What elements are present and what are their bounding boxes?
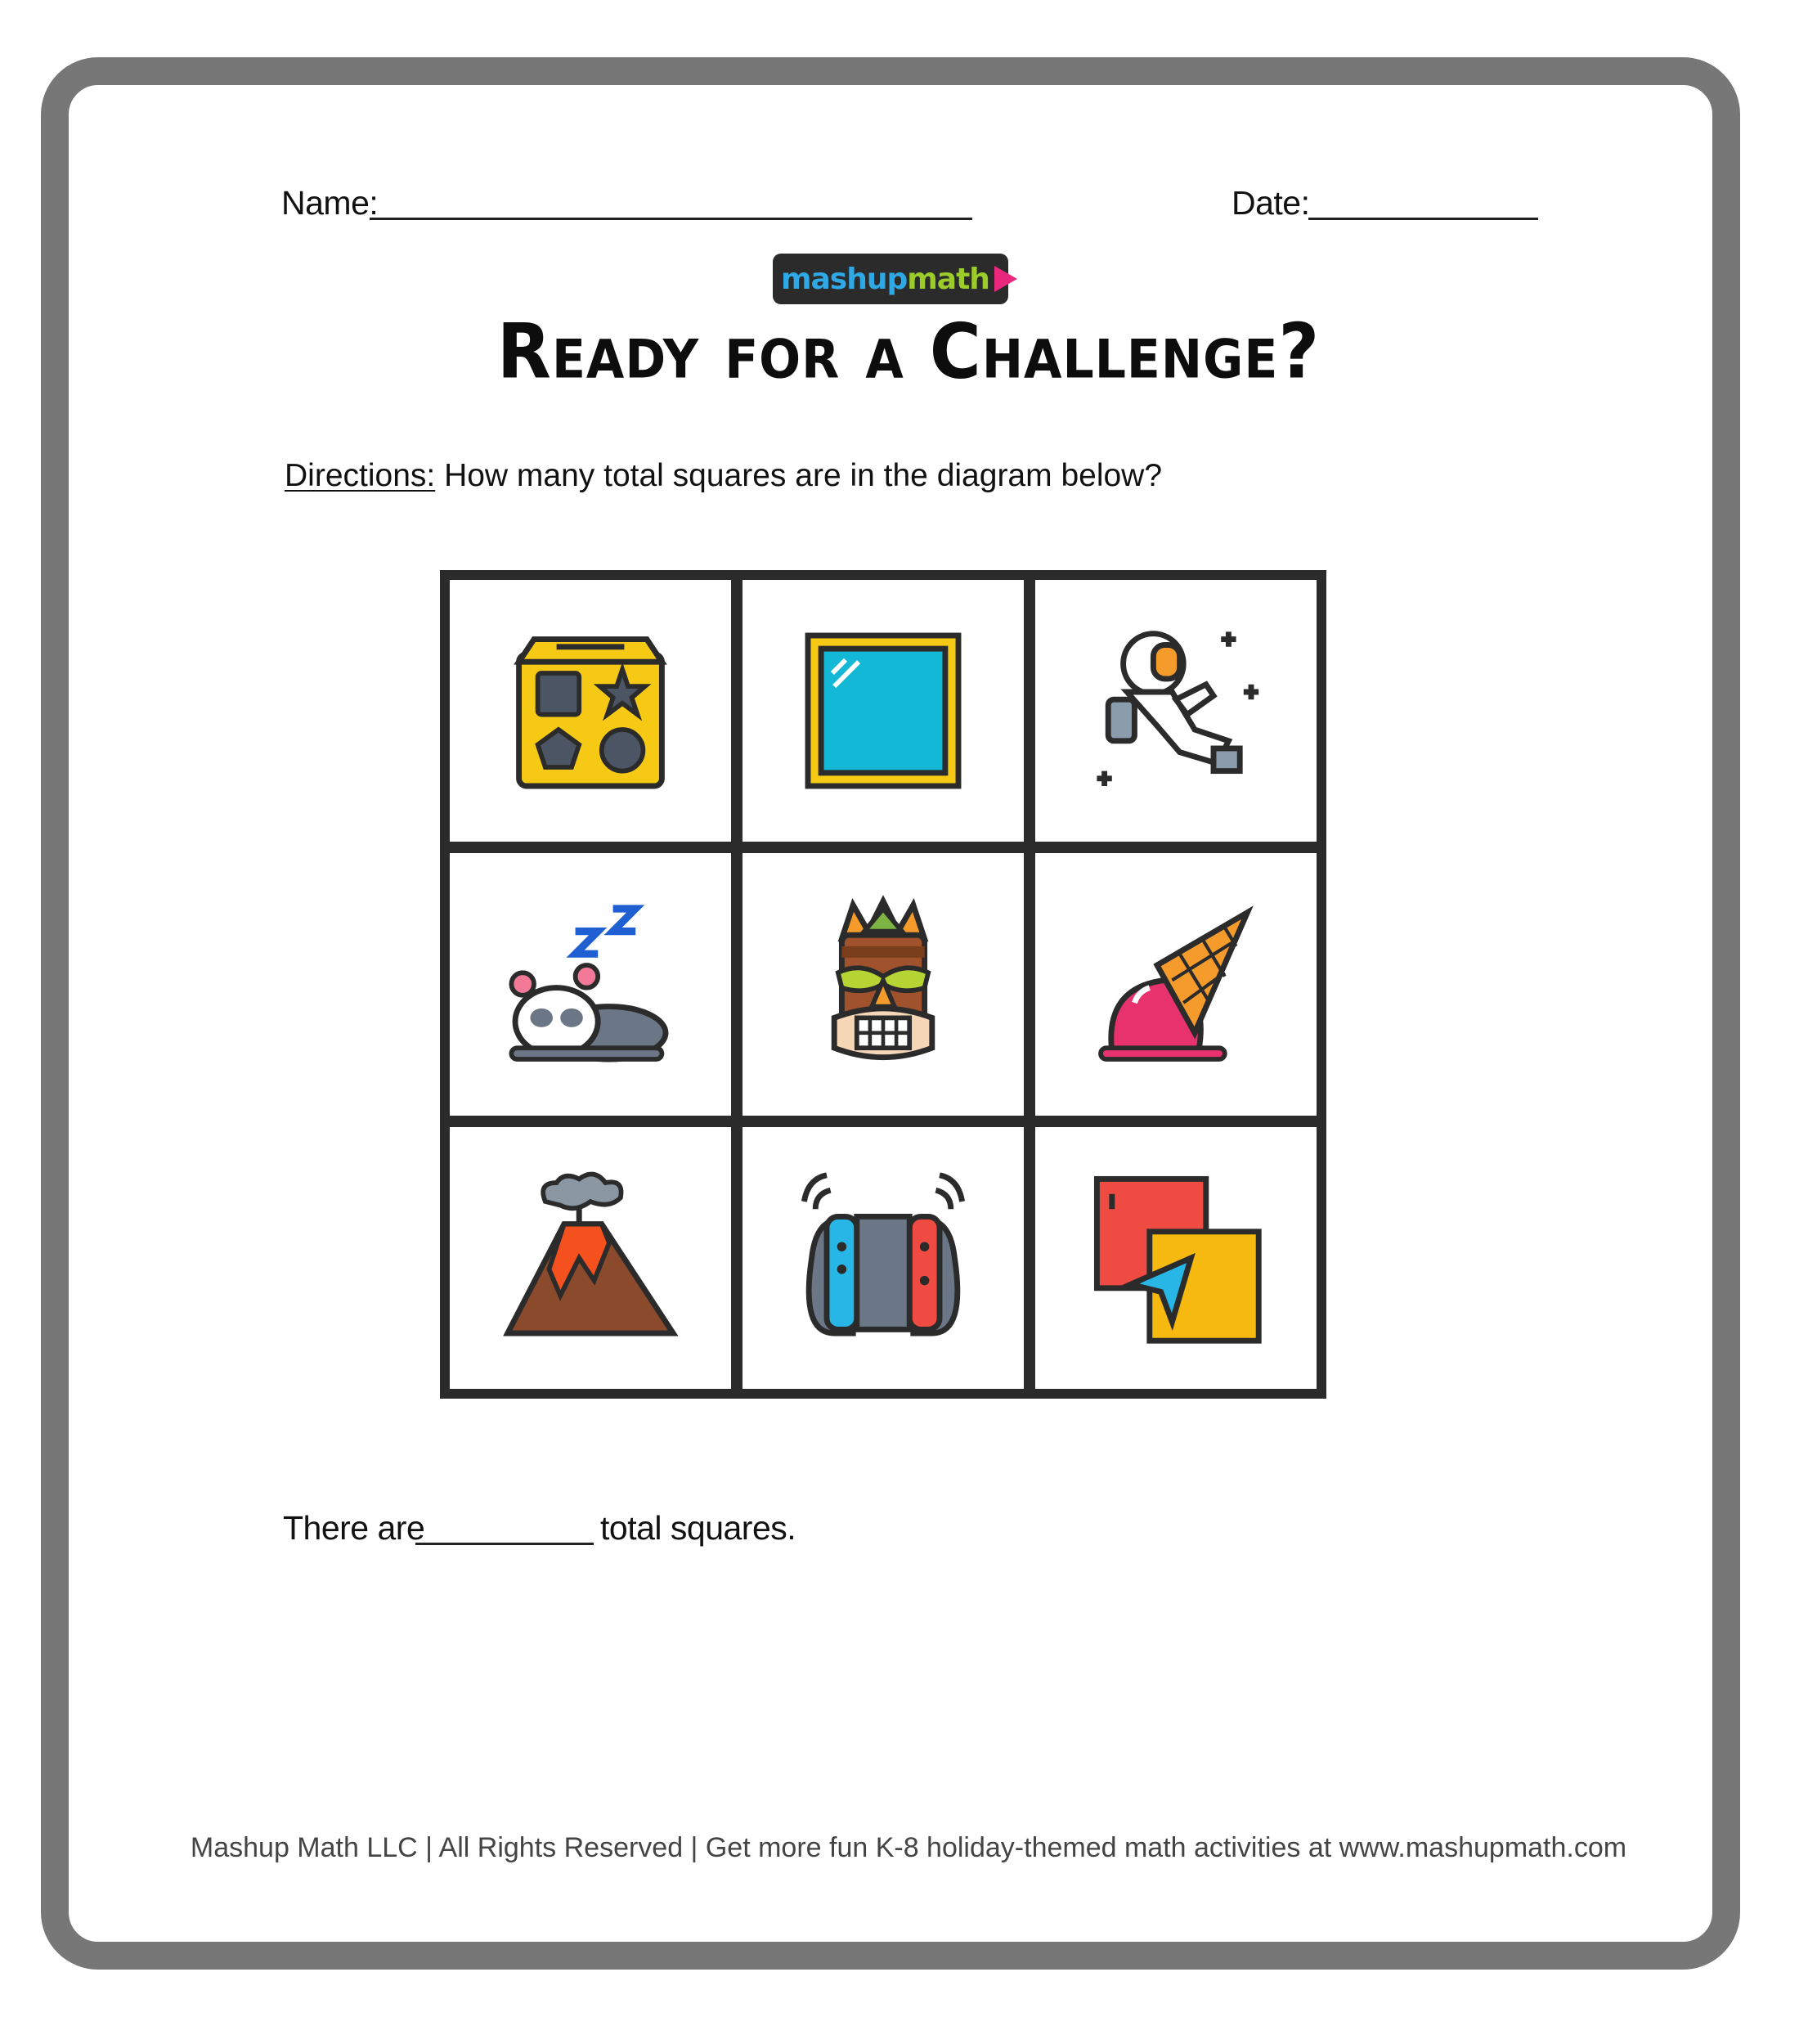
logo-word-mashup: mashup [781,262,908,296]
logo-word-math: math [907,262,989,296]
answer-prefix: There are [283,1509,425,1547]
blue-square-frame-icon [789,617,977,805]
grid-cell [1035,580,1317,842]
answer-suffix: total squares. [600,1509,796,1547]
date-label: Date: [1232,184,1310,222]
answer-blank-line[interactable] [415,1543,594,1545]
game-controller-icon [789,1164,977,1352]
directions [285,458,1162,494]
play-triangle-icon [994,266,1017,292]
grid-cell [743,853,1024,1115]
grid-cell [450,853,731,1115]
grid-cell [1035,1127,1317,1389]
date-blank-line[interactable] [1308,218,1538,220]
astronaut-icon [1082,617,1270,805]
squares-diagram-grid [440,570,1326,1399]
name-blank-line[interactable] [370,218,972,220]
directions-label: Directions: [285,458,436,493]
grid-cell [450,580,731,842]
name-label: Name: [281,184,379,222]
page-title: Ready for a Challenge? [496,308,1321,396]
grid-cell [1035,853,1317,1115]
directions-text: How many total squares are in the diagram below? [435,458,1163,493]
grid-cell [743,580,1024,842]
grid-cell [743,1127,1024,1389]
tiki-mask-icon [789,890,977,1078]
grid-cell [450,1127,731,1389]
footer-copyright: Mashup Math LLC | All Rights Reserved | Get more fun K-8 holiday-themed math activities at www.mashupmath.com [190,1832,1627,1863]
dropped-ice-cream-cone-icon [1082,890,1270,1078]
shape-sorter-box-icon [496,617,684,805]
sleeping-panda-icon [496,890,684,1078]
volcano-icon [496,1164,684,1352]
mashup-math-logo [773,254,1008,304]
overlapping-squares-cursor-icon [1082,1164,1270,1352]
